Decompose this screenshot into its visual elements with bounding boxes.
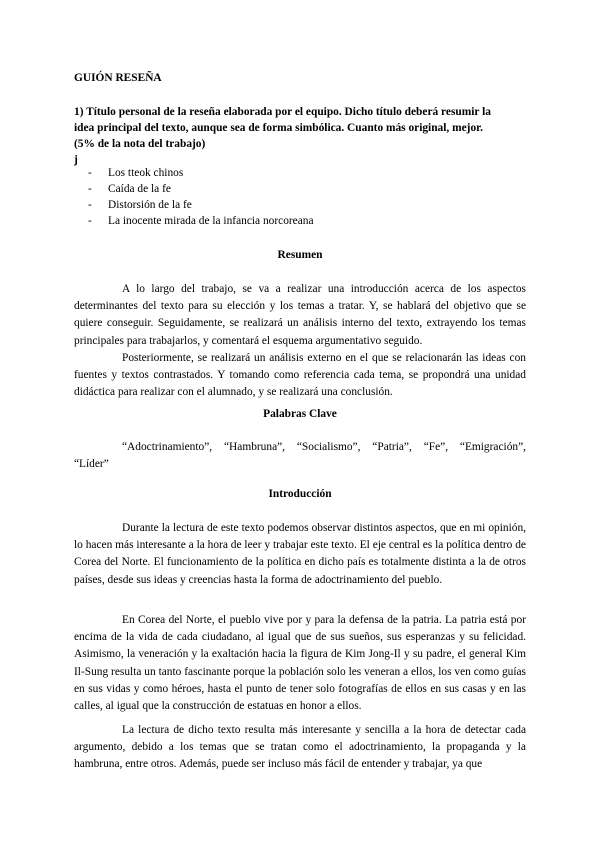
introduccion-paragraph-2-block (74, 612, 526, 715)
introduccion-paragraph-2: En Corea del Norte, el pueblo vive por y para la defensa de la patria. La patria está por encima de la vida de cada ciudadano, al igual que de sus sueños, sus esperanzas y su felicidad. Asimismo, la veneración y la exaltación hacia la figura de Kim Jong-Il y su padre, el general Kim Il-Sung resulta un tanto fascinante porque la población solo les veneran a ellos, los ven como guías en sus vidas y como héroes, hasta el punto de tener solo fotografías de ellos en sus casas y en las calles, al igual que la construcción de estatuas en honor a ellos. (74, 614, 526, 713)
list-item: - Caída de la fe (88, 183, 171, 195)
list-item: - Distorsión de la fe (88, 199, 192, 211)
title-list (88, 165, 314, 229)
palabras-clave-heading: Palabras Clave (263, 408, 337, 420)
introduccion-paragraph-3: La lectura de dicho texto resulta más interesante y sencilla a la hora de detectar cada argumento, debido a los temas que se tratan como el adoctrinamiento, la propaganda y la hambruna, entre otros. Además, puede ser incluso más fácil de entender y trabajar, ya que (74, 724, 526, 771)
instruction-line-2: idea principal del texto, aunque sea de forma simbólica. Cuanto más original, mejor. (74, 122, 484, 134)
resumen-heading: Resumen (277, 249, 323, 261)
resumen-paragraph-1: A lo largo del trabajo, se va a realizar una introducción acerca de los aspectos determinantes del texto para su elección y los temas a tratar. Y, se hablará del objetivo que se quiere conseguir. Seguidamente, se realizará un análisis interno del texto, extrayendo los temas principales para trabajarlos, y comentará el esquema argumentativo seguido. (74, 283, 526, 347)
instruction-line-3: (5% de la nota del trabajo) (74, 138, 206, 150)
keywords: “Adoctrinamiento”, “Hambruna”, “Socialismo”, “Patria”, “Fe”, “Emigración”, “Líder” (74, 441, 526, 471)
stray-character: j (74, 154, 78, 166)
introduccion-paragraph-3-block (74, 722, 526, 774)
resumen-body (74, 281, 526, 401)
resumen-paragraph-2: Posteriormente, se realizará un análisis externo en el que se relacionarán las ideas con fuentes y textos contrastados. Y tomando como referencia cada tema, se propondrá una unidad didáctica para realizar con el alumnado, y se realizará una conclusión. (74, 351, 526, 399)
palabras-clave-body (74, 439, 526, 473)
introduccion-heading: Introducción (268, 488, 332, 500)
introduccion-paragraph-1-block (74, 520, 526, 589)
list-item: - Los tteok chinos (88, 167, 184, 179)
list-item: - La inocente mirada de la infancia norcoreana (88, 215, 314, 227)
instruction-line-1: 1) Título personal de la reseña elaborada por el equipo. Dicho título deberá resumir la (74, 106, 491, 118)
introduccion-paragraph-1: Durante la lectura de este texto podemos observar distintos aspectos, que en mi opinión, lo hacen más interesante a la hora de leer y trabajar este texto. El eje central es la política dentro de Corea del Norte. El funcionamiento de la política en dicho país es totalmente distinta a la de otros países, desde sus ideas y creencias hasta la forma de adoctrinamiento del pueblo. (74, 522, 526, 586)
document-heading: GUIÓN RESEÑA (74, 72, 162, 84)
